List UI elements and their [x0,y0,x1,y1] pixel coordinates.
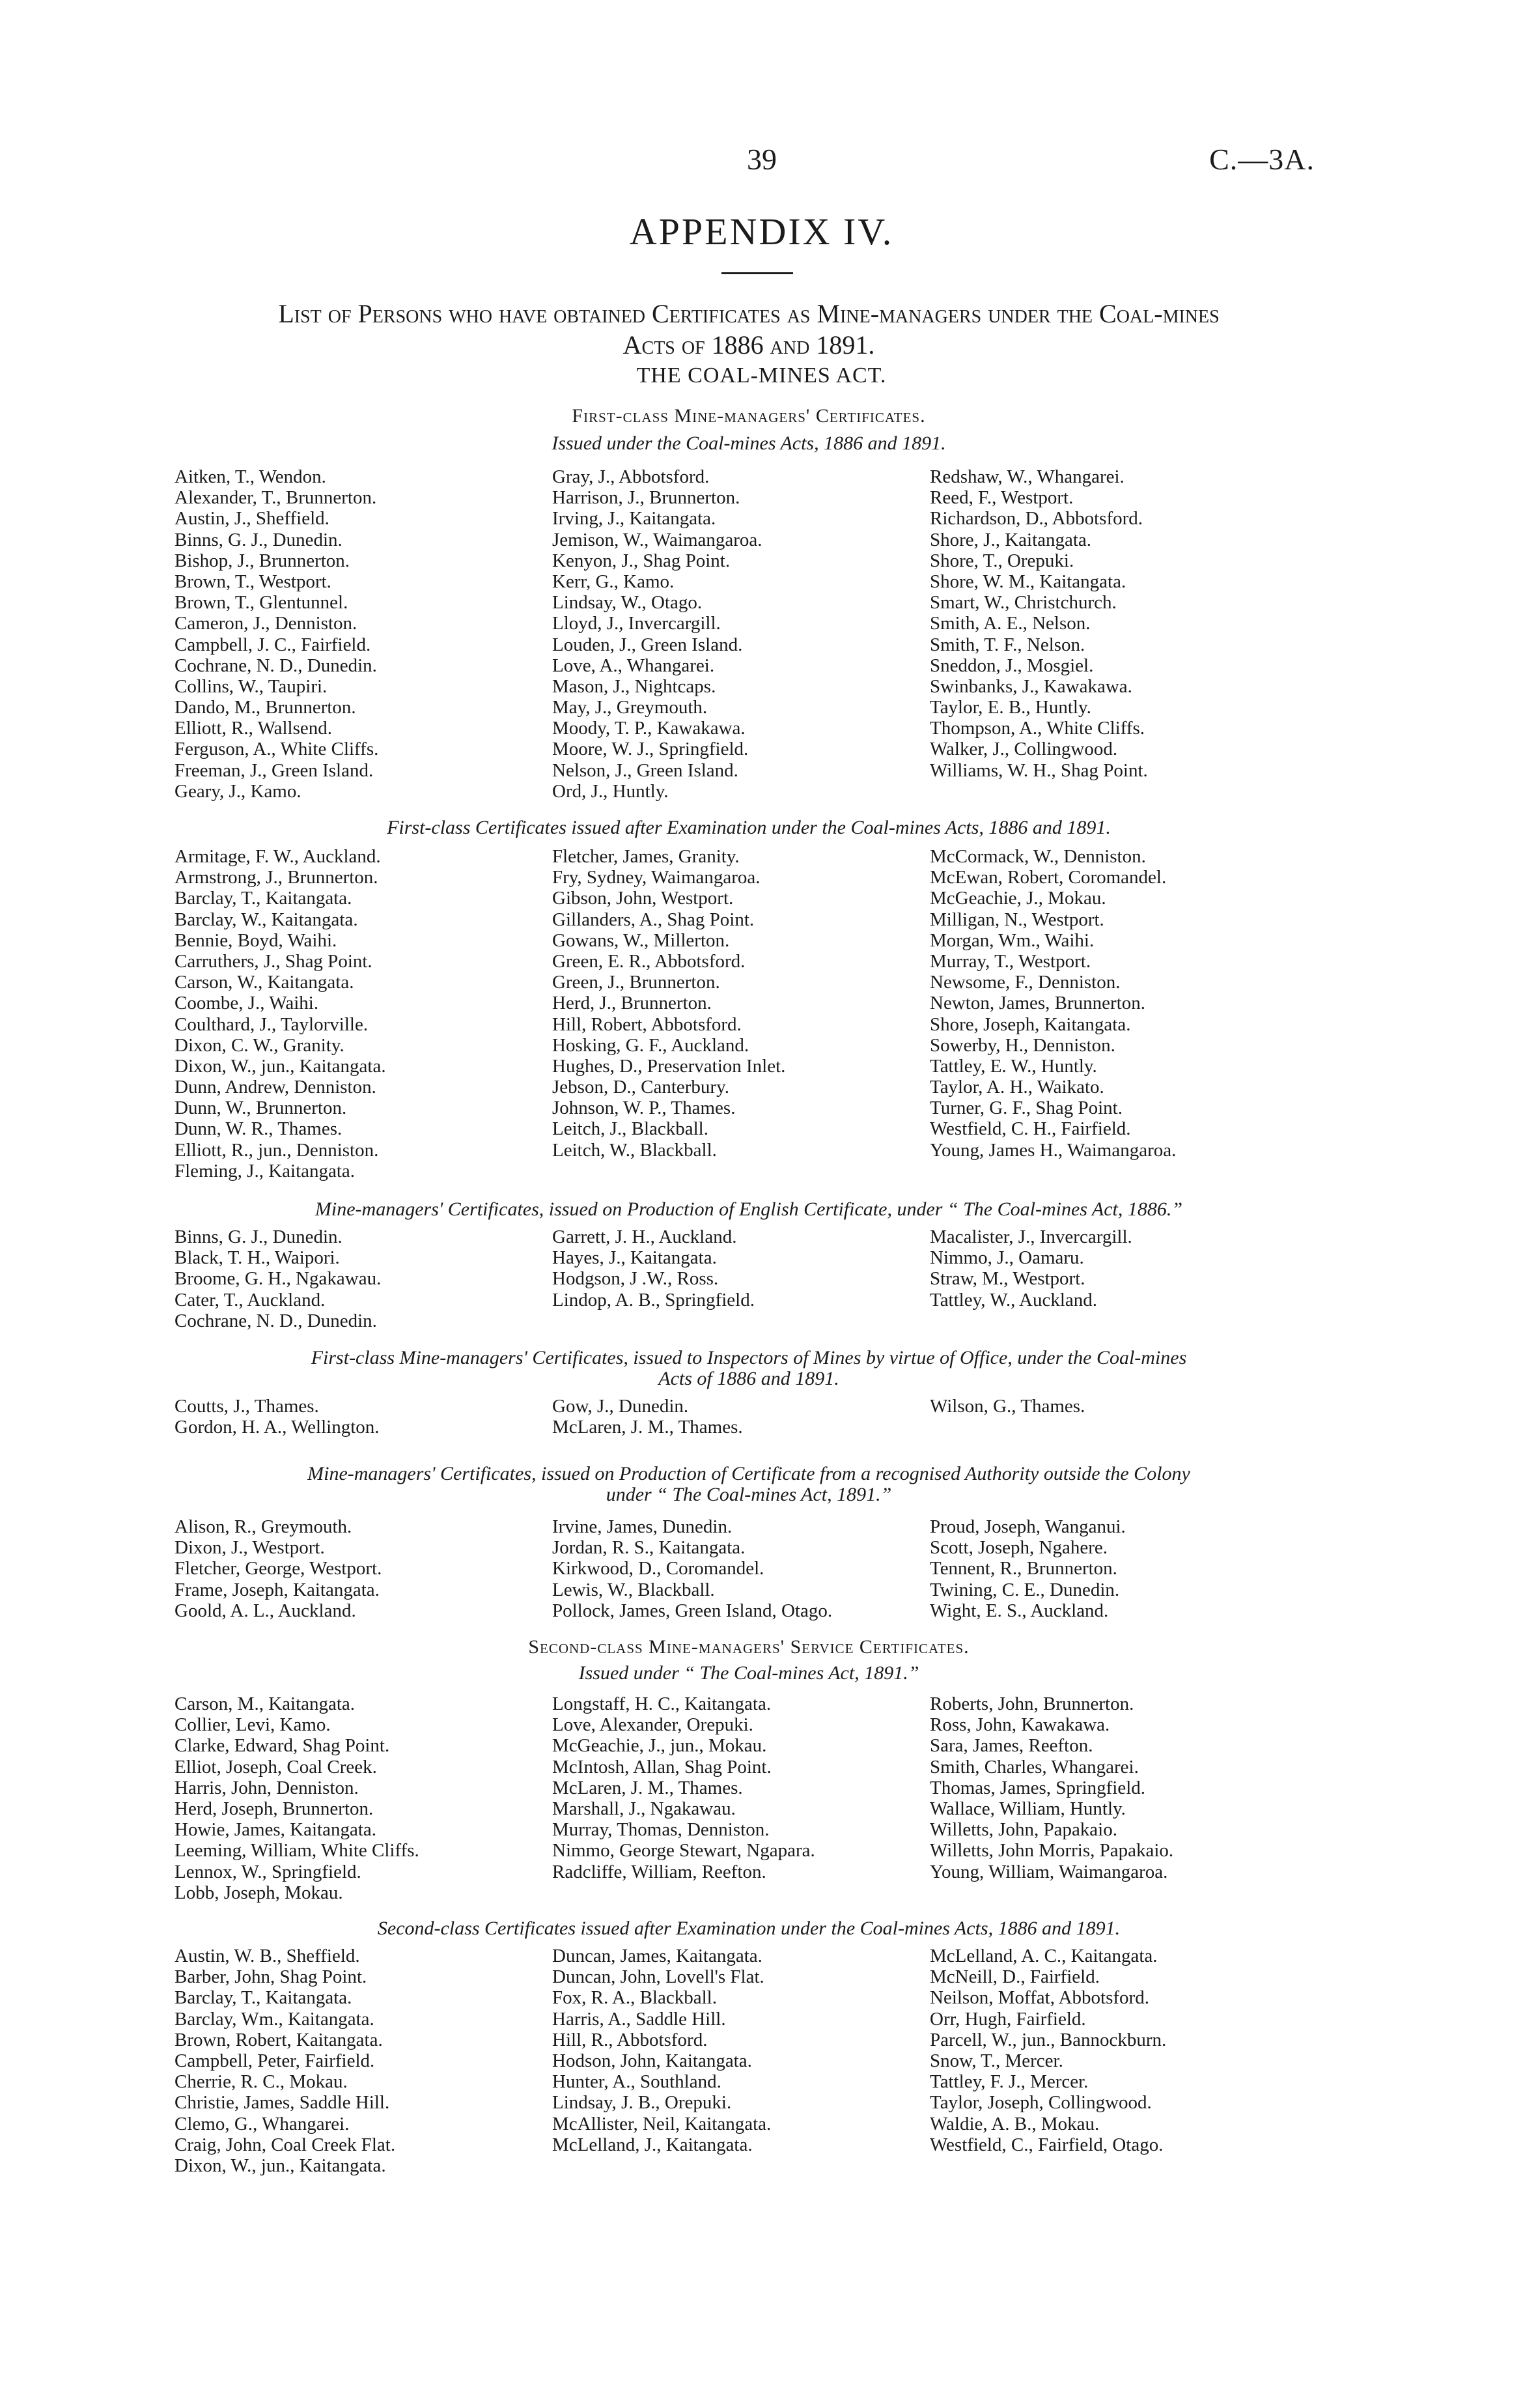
list-item: Taylor, A. H., Waikato. [930,1077,1104,1098]
list-item: Binns, G. J., Dunedin. [175,529,342,550]
list-item: Parcell, W., jun., Bannockburn. [930,2029,1167,2050]
list-item: Moore, W. J., Springfield. [552,739,749,760]
second-exam-heading: Second-class Certificates issued after Examination under the Coal-mines Acts, 1886 and 1891. [377,1918,1121,1939]
list-item: Bishop, J., Brunnerton. [175,550,350,571]
list-item: Hosking, G. F., Auckland. [552,1034,749,1056]
list-item: Freeman, J., Green Island. [175,759,374,781]
list-item: Elliott, R., jun., Denniston. [175,1139,379,1161]
list-item: Shore, W. M., Kaitangata. [930,571,1126,592]
list-item: Armitage, F. W., Auckland. [175,846,381,867]
list-item: Richardson, D., Abbotsford. [930,508,1143,530]
column-2 [552,846,943,1161]
column-3 [930,1516,1320,1621]
list-item: Pollock, James, Green Island, Otago. [552,1600,833,1621]
list-item: Roberts, John, Brunnerton. [930,1693,1134,1714]
column-1 [175,1226,565,1331]
list-item: Kirkwood, D., Coromandel. [552,1558,764,1579]
list-item: Cochrane, N. D., Dunedin. [175,1310,377,1331]
list-item: Hayes, J., Kaitangata. [552,1247,717,1269]
list-item: Love, A., Whangarei. [552,655,715,676]
list-item: Harrison, J., Brunnerton. [552,487,740,509]
list-item: Gowans, W., Millerton. [552,929,730,951]
list-item: Williams, W. H., Shag Point. [930,759,1148,781]
column-2 [552,1516,943,1621]
list-item: McGeachie, J., Mokau. [930,888,1106,909]
list-item: Carson, W., Kaitangata. [175,972,354,993]
list-item: Wilson, G., Thames. [930,1396,1085,1417]
list-item: Dixon, C. W., Granity. [175,1034,344,1056]
list-item: Green, E. R., Abbotsford. [552,950,746,972]
list-item: Brown, Robert, Kaitangata. [175,2029,383,2050]
list-item: McLaren, J. M., Thames. [552,1777,743,1798]
list-item: Dixon, W., jun., Kaitangata. [175,1055,386,1077]
list-item: Nimmo, George Stewart, Ngapara. [552,1840,815,1862]
list-item: Collins, W., Taupiri. [175,675,328,697]
list-item: Taylor, E. B., Huntly. [930,697,1091,718]
list-item: Smith, A. E., Nelson. [930,613,1091,634]
list-item: Campbell, Peter, Fairfield. [175,2050,375,2071]
list-item: McGeachie, J., jun., Mokau. [552,1735,767,1757]
column-2 [552,1396,943,1438]
list-item: Frame, Joseph, Kaitangata. [175,1579,380,1600]
column-1 [175,1693,565,1903]
list-item: Barclay, T., Kaitangata. [175,888,352,909]
list-item: Coutts, J., Thames. [175,1396,319,1417]
list-item: Brown, T., Westport. [175,571,331,592]
list-item: Tattley, W., Auckland. [930,1289,1098,1310]
list-item: Shore, J., Kaitangata. [930,529,1092,550]
list-item: Jebson, D., Canterbury. [552,1077,729,1098]
list-item: Mason, J., Nightcaps. [552,675,716,697]
list-item: Brown, T., Glentunnel. [175,592,348,614]
list-item: McLaren, J. M., Thames. [552,1417,743,1438]
list-item: Dunn, W. R., Thames. [175,1118,342,1140]
title-rule [721,272,793,274]
list-item: Macalister, J., Invercargill. [930,1226,1132,1247]
list-item: Tattley, E. W., Huntly. [930,1055,1097,1077]
list-item: Harris, A., Saddle Hill. [552,2008,726,2030]
list-item: Johnson, W. P., Thames. [552,1098,736,1119]
list-item: Christie, James, Saddle Hill. [175,2092,390,2114]
list-item: Dunn, Andrew, Denniston. [175,1077,376,1098]
document-reference: C.—3A. [1209,143,1315,176]
list-item: Milligan, N., Westport. [930,909,1104,930]
list-item: Irving, J., Kaitangata. [552,508,716,530]
list-item: Cater, T., Auckland. [175,1289,326,1310]
list-item: Wight, E. S., Auckland. [930,1600,1109,1621]
list-item: McIntosh, Allan, Shag Point. [552,1756,772,1778]
list-item: Geary, J., Kamo. [175,780,301,802]
list-item: Ferguson, A., White Cliffs. [175,739,379,760]
list-item: Aitken, T., Wendon. [175,466,326,487]
list-item: Hill, Robert, Abbotsford. [552,1013,742,1035]
list-item: Young, James H., Waimangaroa. [930,1139,1177,1161]
list-item: McLelland, J., Kaitangata. [552,2134,753,2155]
list-item: Snow, T., Mercer. [930,2050,1063,2071]
list-item: Herd, Joseph, Brunnerton. [175,1798,374,1819]
list-item: Garrett, J. H., Auckland. [552,1226,737,1247]
list-item: Hunter, A., Southland. [552,2071,721,2093]
first-class-subheading: Issued under the Coal-mines Acts, 1886 and 1891. [552,432,946,454]
list-item: Barclay, T., Kaitangata. [175,1987,352,2009]
list-item: Clemo, G., Whangarei. [175,2113,350,2134]
list-item: Barclay, Wm., Kaitangata. [175,2008,374,2030]
list-item: Murray, Thomas, Denniston. [552,1819,770,1841]
list-item: Green, J., Brunnerton. [552,972,720,993]
list-item: McLelland, A. C., Kaitangata. [930,1946,1158,1966]
list-item: Dunn, W., Brunnerton. [175,1098,347,1119]
list-item: Ross, John, Kawakawa. [930,1714,1110,1736]
column-2 [552,1946,943,2155]
column-1 [175,1946,565,2176]
inspectors-heading-line1: First-class Mine-managers' Certificates, issued to Inspectors of Mines by virtue of Office, under the Coal-mines [311,1347,1187,1368]
list-item: Dixon, W., jun., Kaitangata. [175,2155,386,2176]
appendix-title: APPENDIX IV. [629,210,894,253]
list-item: Reed, F., Westport. [930,487,1074,509]
list-item: Gordon, H. A., Wellington. [175,1417,380,1438]
list-item: McCormack, W., Denniston. [930,846,1146,867]
list-item: Gray, J., Abbotsford. [552,466,710,487]
first-class-heading: First-class Mine-managers' Certificates. [572,405,926,427]
list-item: Sara, James, Reefton. [930,1735,1093,1757]
list-item: Newton, James, Brunnerton. [930,993,1146,1014]
list-item: McNeill, D., Fairfield. [930,1966,1100,1988]
list-item: Lindop, A. B., Springfield. [552,1289,755,1310]
list-item: Hodson, John, Kaitangata. [552,2050,752,2071]
list-item: McEwan, Robert, Coromandel. [930,867,1167,888]
column-3 [930,1396,1320,1417]
outside-colony-heading-line1: Mine-managers' Certificates, issued on Production of Certificate from a recognised Authority outside the Colony [307,1463,1190,1484]
list-item: Barber, John, Shag Point. [175,1966,367,1988]
list-item: Armstrong, J., Brunnerton. [175,867,378,888]
list-item: Taylor, Joseph, Collingwood. [930,2092,1152,2114]
list-item: Twining, C. E., Dunedin. [930,1579,1120,1600]
list-item: Orr, Hugh, Fairfield. [930,2008,1086,2030]
list-item: Lindsay, W., Otago. [552,592,703,614]
list-item: Fox, R. A., Blackball. [552,1987,717,2009]
column-3 [930,1946,1320,2155]
list-item: Lobb, Joseph, Mokau. [175,1882,343,1903]
list-item: Gillanders, A., Shag Point. [552,909,755,930]
list-item: Radcliffe, William, Reefton. [552,1861,766,1882]
list-item: Shore, Joseph, Kaitangata. [930,1013,1131,1035]
list-item: Smart, W., Christchurch. [930,592,1117,614]
list-item: Duncan, John, Lovell's Flat. [552,1966,764,1988]
list-item: Goold, A. L., Auckland. [175,1600,356,1621]
column-1 [175,466,565,802]
list-item: Shore, T., Orepuki. [930,550,1074,571]
list-item: Gibson, John, Westport. [552,888,734,909]
list-item: May, J., Greymouth. [552,697,708,718]
list-item: Longstaff, H. C., Kaitangata. [552,1693,772,1714]
list-item: Lewis, W., Blackball. [552,1579,715,1600]
list-item: Alexander, T., Brunnerton. [175,487,377,509]
list-item: Fletcher, George, Westport. [175,1558,382,1579]
list-item: Jemison, W., Waimangaroa. [552,529,762,550]
list-item: Leitch, W., Blackball. [552,1139,717,1161]
list-item: Willetts, John Morris, Papakaio. [930,1840,1174,1862]
list-item: Nimmo, J., Oamaru. [930,1247,1084,1269]
list-item: Marshall, J., Ngakawau. [552,1798,736,1819]
list-item: Hodgson, J .W., Ross. [552,1268,719,1290]
list-item: Newsome, F., Denniston. [930,972,1121,993]
list-item: Black, T. H., Waipori. [175,1247,340,1269]
english-cert-heading: Mine-managers' Certificates, issued on Production of English Certificate, under “ The Coal-mines Act, 1886.” [314,1198,1183,1220]
list-item: Austin, W. B., Sheffield. [175,1946,360,1966]
column-3 [930,1693,1320,1882]
list-item: Alison, R., Greymouth. [175,1516,352,1537]
list-item: Murray, T., Westport. [930,950,1091,972]
list-item: Neilson, Moffat, Abbotsford. [930,1987,1149,2009]
list-item: Carruthers, J., Shag Point. [175,950,372,972]
list-item: Hughes, D., Preservation Inlet. [552,1055,786,1077]
column-2 [552,1226,943,1310]
list-item: Thomas, James, Springfield. [930,1777,1146,1798]
list-item: Lennox, W., Springfield. [175,1861,361,1882]
list-item: Ord, J., Huntly. [552,780,669,802]
list-item: Elliott, R., Wallsend. [175,718,333,739]
list-item: Swinbanks, J., Kawakawa. [930,675,1132,697]
list-item: Leitch, J., Blackball. [552,1118,708,1140]
list-item: Cochrane, N. D., Dunedin. [175,655,377,676]
list-item: Lloyd, J., Invercargill. [552,613,721,634]
list-item: Tattley, F. J., Mercer. [930,2071,1089,2093]
list-item: Smith, T. F., Nelson. [930,634,1085,655]
list-item: Thompson, A., White Cliffs. [930,718,1145,739]
list-item: Waldie, A. B., Mokau. [930,2113,1100,2134]
list-item: Tennent, R., Brunnerton. [930,1558,1117,1579]
list-item: Lindsay, J. B., Orepuki. [552,2092,732,2114]
list-item: Elliot, Joseph, Coal Creek. [175,1756,377,1778]
list-item: Collier, Levi, Kamo. [175,1714,331,1736]
list-item: Herd, J., Brunnerton. [552,993,712,1014]
list-title [176,298,1322,361]
list-item: Willetts, John, Papakaio. [930,1819,1117,1841]
list-item: Proud, Joseph, Wanganui. [930,1516,1126,1537]
column-2 [552,1693,943,1882]
list-item: Sneddon, J., Mosgiel. [930,655,1094,676]
column-1 [175,846,565,1182]
list-item: Broome, G. H., Ngakawau. [175,1268,382,1290]
list-item: Turner, G. F., Shag Point. [930,1098,1123,1119]
list-item: Smith, Charles, Whangarei. [930,1756,1139,1778]
list-item: Kerr, G., Kamo. [552,571,675,592]
column-1 [175,1516,565,1621]
list-item: Hill, R., Abbotsford. [552,2029,708,2050]
list-item: Fletcher, James, Granity. [552,846,740,867]
column-1 [175,1396,565,1438]
first-class-exam-heading: First-class Certificates issued after Examination under the Coal-mines Acts, 1886 and 1891. [387,817,1111,838]
list-item: McAllister, Neil, Kaitangata. [552,2113,772,2134]
list-item: Redshaw, W., Whangarei. [930,466,1125,487]
list-item: Dando, M., Brunnerton. [175,697,356,718]
column-3 [930,1226,1320,1310]
list-item: Walker, J., Collingwood. [930,739,1118,760]
list-item: Nelson, J., Green Island. [552,759,738,781]
list-item: Dixon, J., Westport. [175,1537,325,1559]
column-3 [930,466,1320,781]
second-service-heading: Second-class Mine-managers' Service Certificates. [528,1636,970,1658]
list-item: Austin, J., Sheffield. [175,508,329,530]
list-item: Coulthard, J., Taylorville. [175,1013,369,1035]
list-item: Irvine, James, Dunedin. [552,1516,733,1537]
list-item: Westfield, C. H., Fairfield. [930,1118,1131,1140]
list-item: Fry, Sydney, Waimangaroa. [552,867,761,888]
column-2 [552,466,943,802]
act-heading: THE COAL-MINES ACT. [636,363,887,388]
list-item: Carson, M., Kaitangata. [175,1693,356,1714]
column-3 [930,846,1320,1161]
list-item: Howie, James, Kaitangata. [175,1819,377,1841]
list-item: Young, William, Waimangaroa. [930,1861,1168,1882]
list-item: Clarke, Edward, Shag Point. [175,1735,390,1757]
list-item: Morgan, Wm., Waihi. [930,929,1095,951]
list-item: Bennie, Boyd, Waihi. [175,929,337,951]
list-item: Coombe, J., Waihi. [175,993,319,1014]
list-item: Jordan, R. S., Kaitangata. [552,1537,746,1559]
inspectors-heading-line2: Acts of 1886 and 1891. [658,1368,839,1389]
list-item: Louden, J., Green Island. [552,634,743,655]
list-item: Campbell, J. C., Fairfield. [175,634,371,655]
list-item: Moody, T. P., Kawakawa. [552,718,746,739]
list-item: Harris, John, Denniston. [175,1777,359,1798]
outside-colony-heading-line2: under “ The Coal-mines Act, 1891.” [606,1484,892,1505]
list-title-line1: List of Persons who have obtained Certificates as Mine-managers under the Coal-mines [278,299,1220,328]
list-item: Love, Alexander, Orepuki. [552,1714,753,1736]
list-item: Duncan, James, Kaitangata. [552,1946,762,1966]
second-service-subheading: Issued under “ The Coal-mines Act, 1891.” [578,1662,919,1684]
list-item: Westfield, C., Fairfield, Otago. [930,2134,1164,2155]
list-item: Barclay, W., Kaitangata. [175,909,358,930]
list-item: Cameron, J., Denniston. [175,613,357,634]
list-item: Scott, Joseph, Ngahere. [930,1537,1108,1559]
list-item: Binns, G. J., Dunedin. [175,1226,342,1247]
list-item: Kenyon, J., Shag Point. [552,550,731,571]
list-item: Leeming, William, White Cliffs. [175,1840,419,1862]
list-title-line2: Acts of 1886 and 1891. [622,330,875,360]
list-item: Wallace, William, Huntly. [930,1798,1126,1819]
list-item: Craig, John, Coal Creek Flat. [175,2134,396,2155]
list-item: Fleming, J., Kaitangata. [175,1160,356,1182]
page-number: 39 [747,143,777,176]
list-item: Cherrie, R. C., Mokau. [175,2071,348,2093]
list-item: Gow, J., Dunedin. [552,1396,689,1417]
list-item: Sowerby, H., Denniston. [930,1034,1115,1056]
list-item: Straw, M., Westport. [930,1268,1085,1290]
